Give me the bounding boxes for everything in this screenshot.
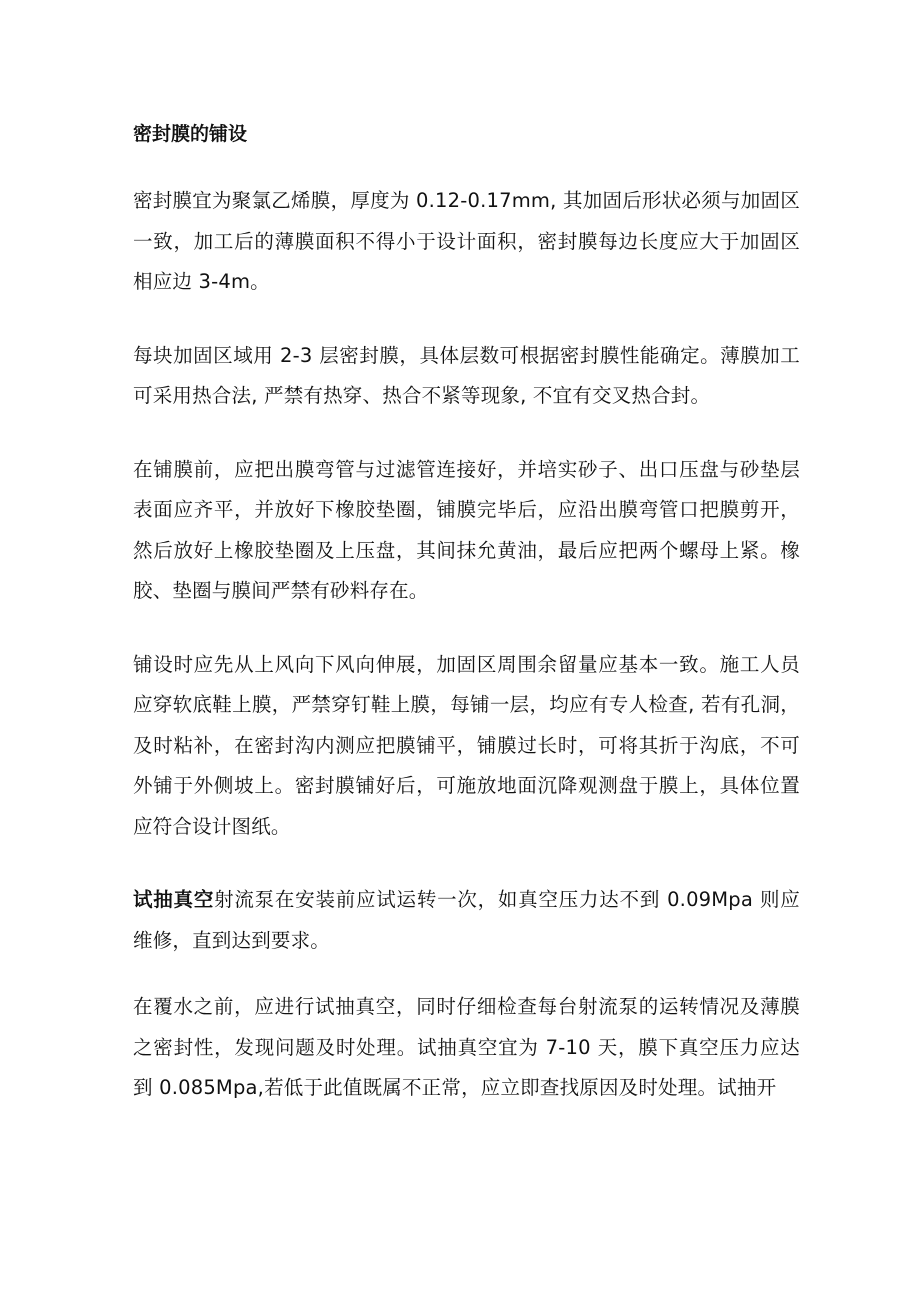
- paragraph-trial-vacuum: [133, 880, 800, 961]
- paragraph-film-material: 密封膜宜为聚氯乙烯膜，厚度为 0.12-0.17mm, 其加固后形状必须与加固区一致，加工后的薄膜面积不得小于设计面积，密封膜每边长度应大于加固区相应边 3-4m。: [133, 189, 800, 293]
- section-heading: 密封膜的铺设: [133, 123, 248, 145]
- trial-vacuum-title: 试抽真空: [133, 888, 215, 911]
- trial-vacuum-text: 射流泵在安装前应试运转一次，如真空压力达不到 0.09Mpa 则应维修，直到达到要求。: [133, 888, 800, 952]
- paragraph-film-layers: 每块加固区域用 2-3 层密封膜，具体层数可根据密封膜性能确定。薄膜加工可采用热合法, 严禁有热穿、热合不紧等现象, 不宜有交叉热合封。: [133, 343, 800, 407]
- paragraph-before-laying: 在铺膜前，应把出膜弯管与过滤管连接好，并培实砂子、出口压盘与砂垫层表面应齐平，并放好下橡胶垫圈，铺膜完毕后，应沿出膜弯管口把膜剪开，然后放好上橡胶垫圈及上压盘，其间抹允黄油，最后应把两个螺母上紧。橡胶、垫圈与膜间严禁有砂料存在。: [133, 457, 800, 602]
- paragraph-laying-procedure: 铺设时应先从上风向下风向伸展，加固区周围余留量应基本一致。施工人员应穿软底鞋上膜，严禁穿钉鞋上膜，每铺一层，均应有专人检查, 若有孔洞，及时粘补，在密封沟内测应把膜铺平，铺膜过长时，可将其折于沟底，不可外铺于外侧坡上。密封膜铺好后，可施放地面沉降观测盘于膜上，具体位置应符合设计图纸。: [133, 652, 800, 838]
- paragraph-before-water-cover: 在覆水之前，应进行试抽真空，同时仔细检查每台射流泵的运转情况及薄膜之密封性，发现问题及时处理。试抽真空宜为 7-10 天，膜下真空压力应达到 0.085Mpa,若低于此值既属不正常，应立即查找原因及时处理。试抽开: [133, 995, 800, 1099]
